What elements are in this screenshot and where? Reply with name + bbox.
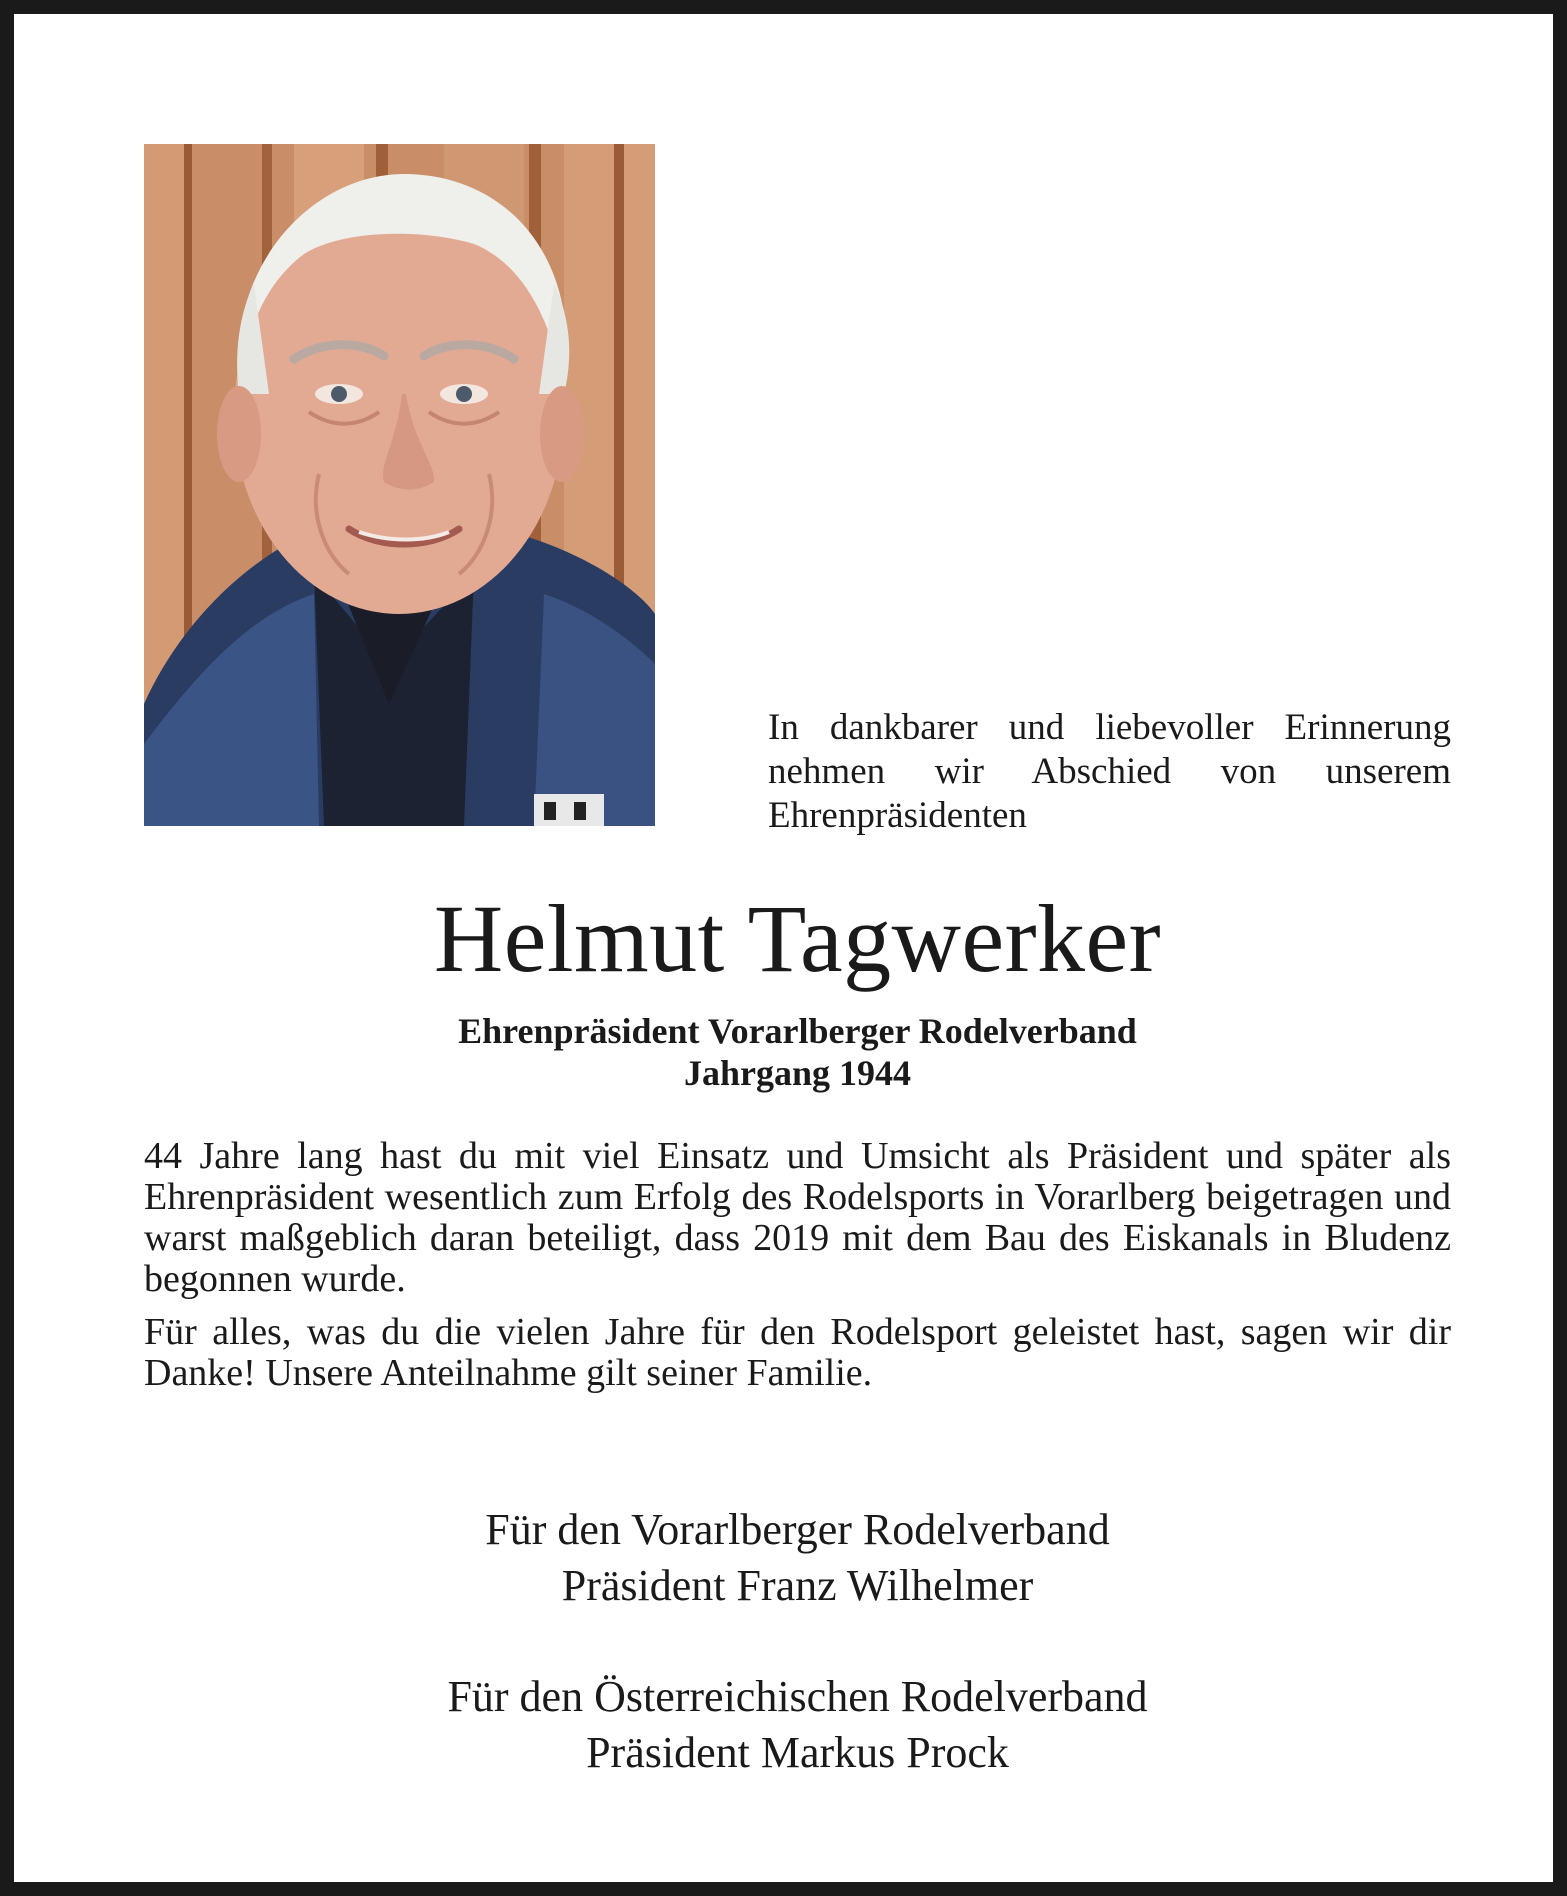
signature-block-2 [14, 1669, 1567, 1781]
deceased-birth-year: Jahrgang 1944 [683, 1053, 912, 1093]
body-paragraph-2: Für alles, was du die vielen Jahre für den Rodelsport geleistet hast, sagen wir dir Danke! Unsere Anteilnahme gilt seiner Familie. [144, 1311, 1451, 1394]
signature-block-1 [14, 1502, 1567, 1614]
signature-organization: Für den Österreichischen Rodelverband [447, 1672, 1148, 1721]
signature-person: Präsident Franz Wilhelmer [561, 1561, 1034, 1610]
signature-person: Präsident Markus Prock [586, 1728, 1009, 1777]
deceased-subtitle [14, 1010, 1567, 1094]
deceased-name: Helmut Tagwerker [433, 885, 1162, 992]
body-paragraph-1: 44 Jahre lang hast du mit viel Einsatz und Umsicht als Präsident und später als Ehrenpräsident wesentlich zum Erfolg des Rodelsports in Vorarlberg beigetragen und warst maßgeblich daran beteiligt, dass 2019 mit dem Bau des Eiskanals in Bludenz begonnen wurde. [144, 1135, 1451, 1300]
intro-text: In dankbarer und liebevoller Erinnerung nehmen wir Abschied von unserem Ehrenpräsidenten [768, 707, 1451, 836]
deceased-title: Ehrenpräsident Vorarlberger Rodelverband [458, 1011, 1137, 1051]
signature-organization: Für den Vorarlberger Rodelverband [485, 1505, 1110, 1554]
portrait-photo [144, 144, 655, 826]
portrait-illustration [144, 144, 655, 826]
body-text [144, 1136, 1451, 1406]
